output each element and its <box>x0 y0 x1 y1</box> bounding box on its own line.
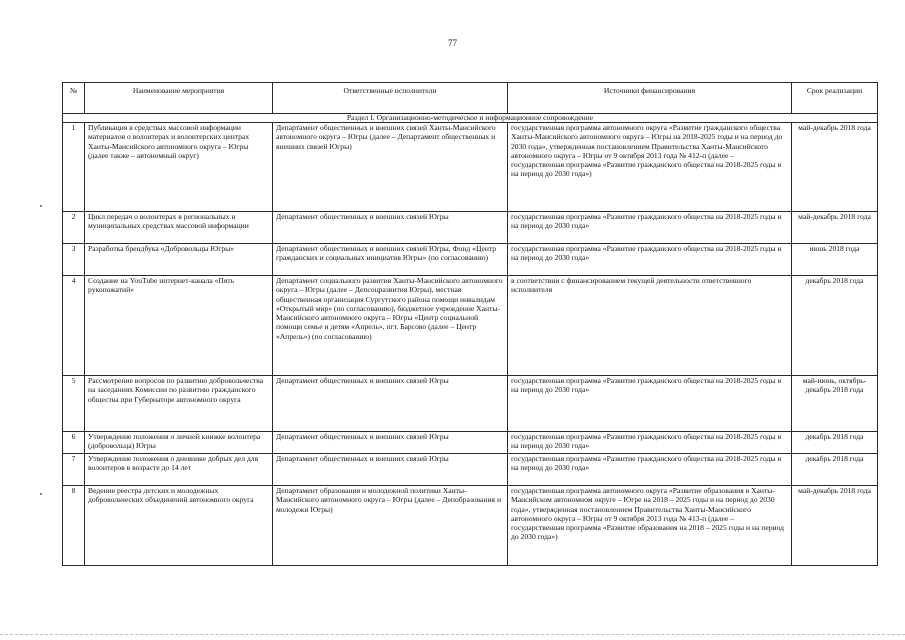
header-executors: Ответственные исполнители <box>273 83 508 114</box>
row-activity-name: Создание на YouTube интернет-канала «Пять рукопожатий» <box>85 276 273 376</box>
row-term: май-декабрь 2018 года <box>792 212 878 244</box>
table-row <box>63 432 878 454</box>
table-row <box>63 212 878 244</box>
row-number: 2 <box>63 212 85 244</box>
scan-speck <box>40 493 42 495</box>
row-number: 6 <box>63 432 85 454</box>
row-funding: государственная программа «Развитие гражданского общества на 2018-2025 годы и на период до 2030 года» <box>508 376 792 432</box>
table-row <box>63 454 878 486</box>
row-number: 3 <box>63 244 85 276</box>
section-row <box>63 114 878 123</box>
row-funding: государственная программа «Развитие гражданского общества на 2018-2025 годы и на период до 2030 года» <box>508 454 792 486</box>
row-number: 4 <box>63 276 85 376</box>
row-funding: в соответствии с финансированием текущей деятельности ответственного исполнителя <box>508 276 792 376</box>
row-number: 8 <box>63 486 85 566</box>
table-row <box>63 123 878 212</box>
row-term: май-декабрь 2018 года <box>792 486 878 566</box>
row-activity-name: Утверждение положения о дневнике добрых дел для волонтеров в возрасте до 14 лет <box>85 454 273 486</box>
section-title: Раздел I. Организационно-методическое и информационное сопровождение <box>63 114 878 123</box>
row-term: май-декабрь 2018 года <box>792 123 878 212</box>
row-executors: Департамент социального развития Ханты-Мансийского автономного округа – Югры (далее – Депсоцразвития Югры), местная общественная организация Сургутского района помощи инвалидам «Открытый мир» (по согласованию), бюджетное учреждение Ханты-Мансийского автономного округа – Югры «Центр социальной помощи семье и детям «Апрель», пгт. Барсово (далее – Центр «Апрель») (по согласованию) <box>273 276 508 376</box>
row-activity-name: Разработка брендбука «Добровольцы Югры» <box>85 244 273 276</box>
row-executors: Департамент общественных и внешних связей Югры <box>273 212 508 244</box>
header-funding-sources: Источники финансирования <box>508 83 792 114</box>
table-row <box>63 244 878 276</box>
row-activity-name: Утверждение положения о личной книжке волонтера (добровольца) Югры <box>85 432 273 454</box>
row-funding: государственная программа «Развитие гражданского общества на 2018-2025 годы и на период до 2030 года» <box>508 244 792 276</box>
row-funding: государственная программа автономного округа «Развитие образования в Ханты-Мансийском автономном округе – Югре на 2018 – 2025 годы и на период до 2030 года», утвержденная постановлением Правительства Ханты-Мансийского автономного округа – Югры от 9 октября 2013 года № 413-п (далее – государственная программа «Развитие образования на 2018 – 2025 годы и на период до 2030 года») <box>508 486 792 566</box>
row-funding: государственная программа «Развитие гражданского общества на 2018-2025 годы и на период до 2030 года» <box>508 432 792 454</box>
row-term: декабрь 2018 года <box>792 454 878 486</box>
header-activity-name: Наименование мероприятия <box>85 83 273 114</box>
row-number: 7 <box>63 454 85 486</box>
row-activity-name: Цикл передач о волонтерах в региональных и муниципальных средствах массовой информации <box>85 212 273 244</box>
scan-speck <box>40 205 42 207</box>
table-header-row <box>63 83 878 114</box>
row-executors: Департамент общественных и внешних связей Ханты-Мансийского автономного округа – Югры (далее – Департамент общественных и внешних связей Югры) <box>273 123 508 212</box>
row-activity-name: Рассмотрение вопросов по развитию добровольчества на заседаниях Комиссии по развитию гражданского общества при Губернаторе автономного округа <box>85 376 273 432</box>
header-number: № <box>63 83 85 114</box>
scan-bottom-edge <box>0 634 905 635</box>
row-activity-name: Ведение реестра детских и молодежных добровольческих объединений автономного округа <box>85 486 273 566</box>
row-executors: Департамент общественных и внешних связей Югры <box>273 454 508 486</box>
row-term: декабрь 2018 года <box>792 276 878 376</box>
page-number: 77 <box>448 38 457 48</box>
row-term: июнь 2018 года <box>792 244 878 276</box>
row-number: 1 <box>63 123 85 212</box>
row-executors: Департамент общественных и внешних связей Югры <box>273 432 508 454</box>
row-term: май-июнь, октябрь-декабрь 2018 года <box>792 376 878 432</box>
row-number: 5 <box>63 376 85 432</box>
table-row <box>63 276 878 376</box>
row-executors: Департамент общественных и внешних связей Югры <box>273 376 508 432</box>
row-term: декабрь 2018 года <box>792 432 878 454</box>
table-row <box>63 486 878 566</box>
row-activity-name: Публикация в средствах массовой информации материалов о волонтерах и волонтерских центрах Ханты-Мансийского автономного округа – Югры (далее также – автономный округ) <box>85 123 273 212</box>
row-funding: государственная программа «Развитие гражданского общества на 2018-2025 годы и на период до 2030 года» <box>508 212 792 244</box>
row-executors: Департамент образования и молодежной политики Ханты-Мансийского автономного округа – Югры (далее – Депобразования и молодежи Югры) <box>273 486 508 566</box>
action-plan-table <box>62 82 878 566</box>
row-funding: государственная программа автономного округа «Развитие гражданского общества Ханты-Мансийского автономного округа – Югры на 2018-2025 годы и на период до 2030 года», утвержденная постановлением Правительства Ханты-Мансийского автономного округа – Югры от 9 октября 2013 года № 412-п (далее – государственная программа «Развитие гражданского общества на 2018-2025 годы и на период до 2030 года») <box>508 123 792 212</box>
table-row <box>63 376 878 432</box>
header-term: Срок реализации <box>792 83 878 114</box>
row-executors: Департамент общественных и внешних связей Югры, Фонд «Центр гражданских и социальных инициатив Югры» (по согласованию) <box>273 244 508 276</box>
